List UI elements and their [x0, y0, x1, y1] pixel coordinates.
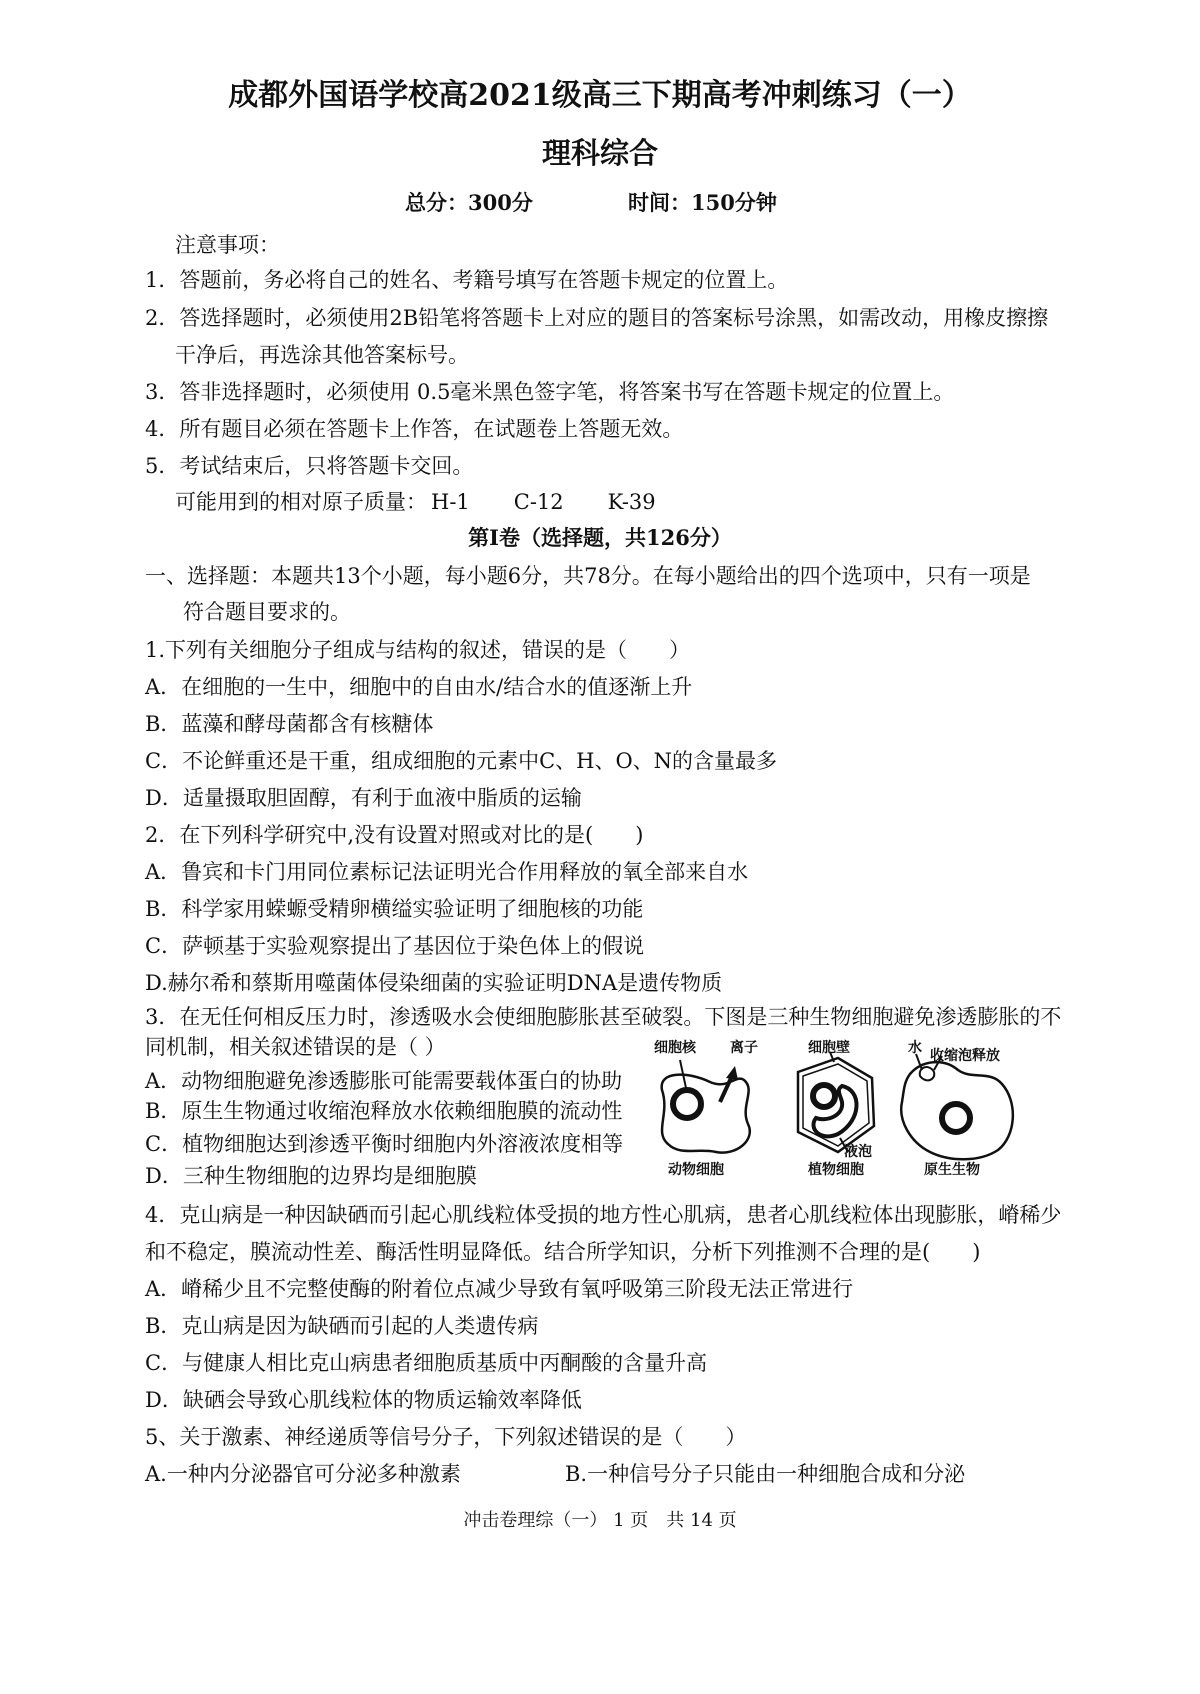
question-3-stem-cont: 同机制，相关叙述错误的是（ ）: [145, 1035, 446, 1059]
question-1-option-d: D．适量摄取胆固醇，有利于血液中脂质的运输: [145, 786, 582, 810]
notice-item-2: 2．答选择题时，必须使用2B铅笔将答题卡上对应的题目的答案标号涂黑，如需改动，用橡皮擦擦: [145, 306, 1049, 330]
section-instruction: 一、选择题：本题共13个小题，每小题6分，共78分。在每小题给出的四个选项中，只有一项是: [145, 564, 1031, 588]
question-4-option-d: D．缺硒会导致心肌线粒体的物质运输效率降低: [145, 1388, 582, 1412]
question-3-option-d: D．三种生物细胞的边界均是细胞膜: [145, 1164, 477, 1188]
question-2-stem: 2．在下列科学研究中,没有设置对照或对比的是( ): [145, 823, 644, 847]
animal-cell-nucleus: [673, 1090, 701, 1118]
question-4-option-a: A．嵴稀少且不完整使酶的附着位点减少导致有氧呼吸第三阶段无法正常进行: [145, 1277, 854, 1301]
label-nucleus: 细胞核: [654, 1040, 696, 1056]
notice-item-2-cont: 干净后，再选涂其他答案标号。: [175, 343, 469, 367]
label-vacuole: 液泡: [844, 1144, 872, 1160]
question-3-option-b: B．原生生物通过收缩泡释放水依赖细胞膜的流动性: [145, 1099, 623, 1123]
exam-time: 时间：150分钟: [628, 190, 777, 215]
label-water: 水: [908, 1040, 922, 1056]
atomic-mass-line: [175, 489, 656, 515]
question-2-option-b: B．科学家用蝾螈受精卵横缢实验证明了细胞核的功能: [145, 897, 644, 921]
question-5-stem: 5、关于激素、神经递质等信号分子，下列叙述错误的是（ ）: [145, 1425, 747, 1449]
question-2-option-d: D.赫尔希和蔡斯用噬菌体侵染细菌的实验证明DNA是遗传物质: [145, 971, 723, 995]
question-4-stem: 4．克山病是一种因缺硒而引起心肌线粒体受损的地方性心肌病，患者心肌线粒体出现膨胀，嵴稀少: [145, 1203, 1062, 1227]
plant-cell-nucleus: [813, 1085, 835, 1107]
exam-title: 成都外国语学校高2021级高三下期高考冲刺练习（一）: [228, 78, 972, 113]
question-1-option-b: B．蓝藻和酵母菌都含有核糖体: [145, 712, 434, 736]
protist-cell-shape: [901, 1062, 1013, 1159]
atomic-mass-c: C-12: [513, 490, 564, 514]
question-2-option-a: A．鲁宾和卡门用同位素标记法证明光合作用释放的氧全部来自水: [145, 860, 749, 884]
question-3-stem: 3．在无任何相反压力时，渗透吸水会使细胞膨胀甚至破裂。下图是三种生物细胞避免渗透膨胀的不: [145, 1005, 1062, 1029]
exam-subtitle: 理科综合: [541, 136, 658, 170]
atomic-mass-label: 可能用到的相对原子质量：: [175, 490, 427, 514]
notice-item-4: 4．所有题目必须在答题卡上作答，在试题卷上答题无效。: [145, 417, 684, 441]
label-animal-cell: 动物细胞: [668, 1162, 724, 1178]
notice-heading: 注意事项：: [175, 233, 280, 257]
question-2-option-c: C．萨顿基于实验观察提出了基因位于染色体上的假说: [145, 934, 645, 958]
atomic-mass-k: K-39: [607, 490, 656, 514]
notice-item-3: 3．答非选择题时，必须使用 0.5毫米黑色签字笔，将答案书写在答题卡规定的位置上。: [145, 380, 955, 404]
question-1-stem: 1.下列有关细胞分子组成与结构的叙述，错误的是（ ）: [145, 638, 691, 662]
label-contractile-vacuole: 收缩泡释放: [930, 1048, 1000, 1064]
plant-cell-wall: [798, 1058, 874, 1152]
question-4-option-c: C．与健康人相比克山病患者细胞质基质中丙酮酸的含量升高: [145, 1351, 708, 1375]
question-3-option-a: A．动物细胞避免渗透膨胀可能需要载体蛋白的协助: [145, 1069, 623, 1093]
page-footer: 冲击卷理综（一） 1 页 共 14 页: [463, 1510, 737, 1531]
label-cell-wall: 细胞壁: [808, 1040, 850, 1056]
section-title: 第Ⅰ卷（选择题，共126分）: [468, 525, 732, 550]
question-4-option-b: B．克山病是因为缺硒而引起的人类遗传病: [145, 1314, 539, 1338]
question-3-option-c: C．植物细胞达到渗透平衡时细胞内外溶液浓度相等: [145, 1132, 624, 1156]
notice-item-5: 5．考试结束后，只将答题卡交回。: [145, 454, 474, 478]
notice-item-1: 1．答题前，务必将自己的姓名、考籍号填写在答题卡规定的位置上。: [145, 268, 789, 292]
question-5-option-b: B.一种信号分子只能由一种细胞合成和分泌: [565, 1462, 966, 1486]
total-score: 总分：300分: [405, 190, 533, 215]
label-plant-cell: 植物细胞: [808, 1162, 864, 1178]
osmotic-figure: [640, 1040, 1040, 1180]
ion-arrow-shaft: [720, 1076, 732, 1102]
label-protist: 原生生物: [924, 1162, 980, 1178]
question-1-option-c: C．不论鲜重还是干重，组成细胞的元素中C、H、O、N的含量最多: [145, 749, 778, 773]
question-4-stem-cont: 和不稳定，膜流动性差、酶活性明显降低。结合所学知识，分析下列推测不合理的是( ): [145, 1240, 981, 1264]
question-5-option-a: A.一种内分泌器官可分泌多种激素: [145, 1462, 461, 1486]
question-1-option-a: A．在细胞的一生中，细胞中的自由水/结合水的值逐渐上升: [145, 675, 693, 699]
ion-arrow-head: [726, 1066, 738, 1080]
atomic-mass-h: H-1: [431, 490, 470, 514]
protist-nucleus: [942, 1104, 970, 1132]
label-ion: 离子: [730, 1040, 758, 1056]
section-instruction-cont: 符合题目要求的。: [183, 600, 351, 624]
